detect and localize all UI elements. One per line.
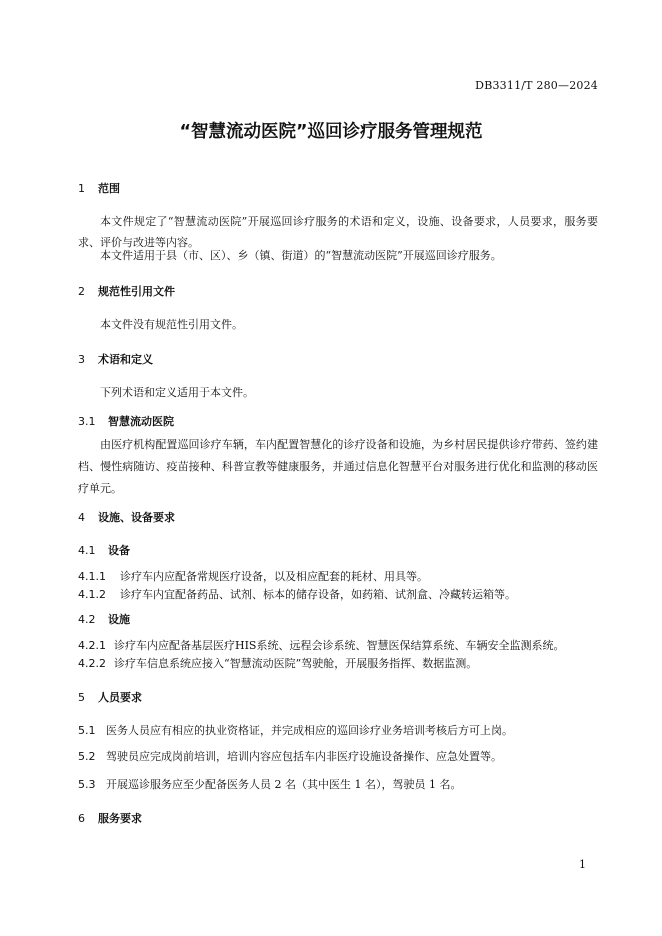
document-title: “智慧流动医院”巡回诊疗服务管理规范 [179, 122, 483, 142]
clause-4-2-2: 4.2.2 诊疗车信息系统应接入“智慧流动医院”驾驶舱，开展服务指挥、数据监测。 [78, 657, 478, 670]
section-1-heading: 1 范围 [78, 182, 120, 195]
section-2-heading: 2 规范性引用文件 [78, 285, 175, 298]
section-4-1-heading: 4.1 设备 [78, 544, 130, 557]
clause-4-1-1: 4.1.1 诊疗车内应配备常规医疗设备，以及相应配套的耗材、用具等。 [78, 570, 428, 583]
section-6-heading: 6 服务要求 [78, 812, 142, 825]
section-3-1-heading: 3.1 智慧流动医院 [78, 415, 174, 428]
clause-5-2: 5.2 驾驶员应完成岗前培训，培训内容应包括车内非医疗设施设备操作、应急处置等。 [78, 750, 502, 763]
section-5-heading: 5 人员要求 [78, 691, 142, 704]
section-1-paragraph-1: 本文件规定了“智慧流动医院”开展巡回诊疗服务的术语和定义，设施、设备要求，人员要求，服务要求、评价与改进等内容。 [78, 215, 598, 249]
section-4-2-heading: 4.2 设施 [78, 613, 130, 626]
section-3-paragraph: 下列术语和定义适用于本文件。 [100, 386, 254, 399]
clause-4-1-2: 4.1.2 诊疗车内宜配备药品、试剂、标本的储存设备，如药箱、试剂盒、冷藏转运箱等。 [78, 588, 516, 601]
clause-4-2-1: 4.2.1 诊疗车内应配备基层医疗HIS系统、远程会诊系统、智慧医保结算系统、车辆安全监测系统。 [78, 639, 565, 652]
section-1-paragraph-2: 本文件适用于县（市、区）、乡（镇、街道）的“智慧流动医院”开展巡回诊疗服务。 [100, 249, 502, 262]
clause-5-3: 5.3 开展巡诊服务应至少配备医务人员 2 名（其中医生 1 名），驾驶员 1 名。 [78, 778, 462, 791]
section-3-heading: 3 术语和定义 [78, 353, 153, 366]
clause-5-1: 5.1 医务人员应有相应的执业资格证，并完成相应的巡回诊疗业务培训考核后方可上岗。 [78, 724, 513, 737]
page-number: 1 [579, 858, 586, 871]
section-2-paragraph: 本文件没有规范性引用文件。 [100, 318, 243, 331]
section-4-heading: 4 设施、设备要求 [78, 511, 175, 524]
document-code: DB3311/T 280—2024 [475, 79, 598, 92]
section-3-1-paragraph: 由医疗机构配置巡回诊疗车辆，车内配置智慧化的诊疗设备和设施，为乡村居民提供诊疗带药、签约建档、慢性病随访、疫苗接种、科普宣教等健康服务，并通过信息化智慧平台对服务进行优化和监测的移动医疗单元。 [78, 438, 598, 495]
